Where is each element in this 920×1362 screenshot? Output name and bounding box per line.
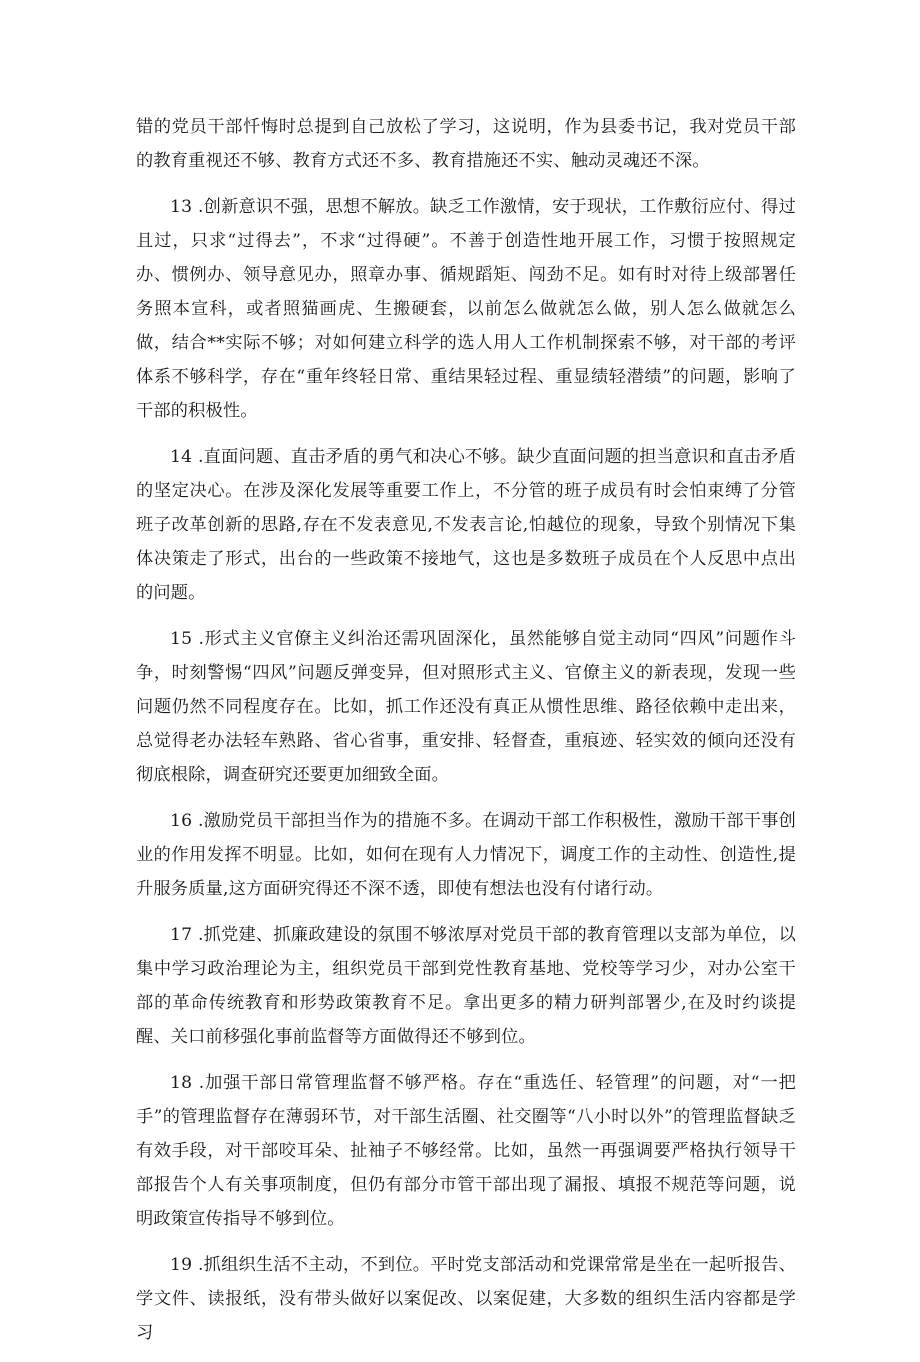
paragraph-item-13: 13 .创新意识不强，思想不解放。缺乏工作激情，安于现状，工作敷衍应付、得过且过，只求“过得去”，不求“过得硬”。不善于创造性地开展工作，习惯于按照规定办、惯例办、领导意见办，照章办事、循规蹈矩、闯劲不足。如有时对待上级部署任务照本宣科，或者照猫画虎、生搬硬套，以前怎么做就怎么做，别人怎么做就怎么做，结合**实际不够；对如何建立科学的选人用人工作机制探索不够，对干部的考评体系不够科学，存在“重年终轻日常、重结果轻过程、重显绩轻潜绩”的问题，影响了干部的积极性。 [136, 197, 796, 421]
paragraph-continued: 错的党员干部忏悔时总提到自己放松了学习，这说明，作为县委书记，我对党员干部的教育重视还不够、教育方式还不多、教育措施还不实、触动灵魂还不深。 [136, 117, 796, 171]
paragraph-item-18: 18 .加强干部日常管理监督不够严格。存在“重选任、轻管理”的问题，对“一把手”的管理监督存在薄弱环节，对干部生活圈、社交圈等“八小时以外”的管理监督缺乏有效手段，对干部咬耳朵、扯袖子不够经常。比如，虽然一再强调要严格执行领导干部报告个人有关事项制度，但仍有部分市管干部出现了漏报、填报不规范等问题，说明政策宣传指导不够到位。 [136, 1073, 796, 1229]
paragraph-item-16: 16 .激励党员干部担当作为的措施不多。在调动干部工作积极性，激励干部干事创业的作用发挥不明显。比如，如何在现有人力情况下，调度工作的主动性、创造性,提升服务质量,这方面研究得还不深不透，即使有想法也没有付诸行动。 [136, 811, 796, 899]
paragraph-item-15: 15 .形式主义官僚主义纠治还需巩固深化，虽然能够自觉主动同“四风”问题作斗争，时刻警惕“四风”问题反弹变异，但对照形式主义、官僚主义的新表现，发现一些问题仍然不同程度存在。比如，抓工作还没有真正从惯性思维、路径依赖中走出来，总觉得老办法轻车熟路、省心省事，重安排、轻督查，重痕迹、轻实效的倾向还没有彻底根除，调查研究还要更加细致全面。 [136, 629, 796, 785]
paragraph-item-19: 19 .抓组织生活不主动，不到位。平时党支部活动和党课常常是坐在一起听报告、学文件、读报纸，没有带头做好以案促改、以案促建，大多数的组织生活内容都是学习 [136, 1255, 796, 1343]
paragraph-item-14: 14 .直面问题、直击矛盾的勇气和决心不够。缺少直面问题的担当意识和直击矛盾的坚定决心。在涉及深化发展等重要工作上，不分管的班子成员有时会怕束缚了分管班子改革创新的思路,存在不发表意见,不发表言论,怕越位的现象，导致个别情况下集体决策走了形式，出台的一些政策不接地气，这也是多数班子成员在个人反思中点出的问题。 [136, 447, 796, 603]
paragraph-item-17: 17 .抓党建、抓廉政建设的氛围不够浓厚对党员干部的教育管理以支部为单位，以集中学习政治理论为主，组织党员干部到党性教育基地、党校等学习少，对办公室干部的革命传统教育和形势政策教育不足。拿出更多的精力研判部署少,在及时约谈提醒、关口前移强化事前监督等方面做得还不够到位。 [136, 925, 796, 1047]
document-body [136, 110, 796, 1362]
